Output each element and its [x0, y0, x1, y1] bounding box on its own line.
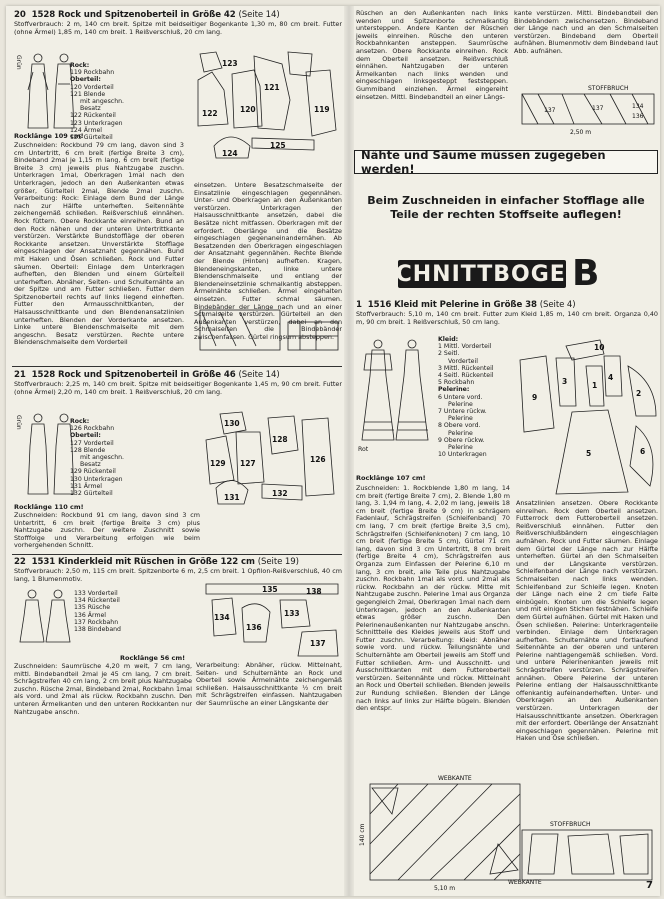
legend-item: 129 Rückenteil	[70, 468, 116, 476]
piece-135: 135	[262, 585, 278, 594]
piece-134: 134	[214, 613, 230, 622]
width-label: 5,10 m	[434, 885, 456, 892]
legend-item: 123 Unterkragen	[70, 119, 123, 127]
section-20-title: 1528 Rock und Spitzenoberteil in Größe 42	[31, 10, 236, 20]
section-21-number: 21	[14, 370, 26, 380]
section-21-text: Zuschneiden: Rockbund 91 cm lang, davon sind 3 cm Untertritt, 6 cm breit (fertige Breite 3 cm) plus Nahtzugabe zuschn. Der weitere Zuschnitt sowie Stofffolge und Verarbeitung erfolgen wie beim vorhergehenden Schnitt.	[14, 511, 200, 550]
section-20-pattern	[194, 50, 344, 180]
svg-text:136: 136	[632, 113, 644, 120]
piece-128: 128	[272, 435, 288, 444]
piece-1: 1	[592, 381, 598, 390]
seam-allowance-box: Nähte und Säume müssen zugegeben werden!	[354, 150, 658, 174]
legend-item: 1 Mittl. Vorderteil	[438, 343, 492, 351]
section-20-page: (Seite 14)	[238, 10, 280, 20]
legend-item: 5 Rockbahn	[438, 379, 475, 387]
legend-item: 136 Ärmel	[74, 611, 106, 619]
section-1-legend	[438, 336, 514, 458]
legend-item: 122 Rückenteil	[70, 112, 116, 120]
section-20-legend	[70, 62, 128, 141]
section-22-text-left: Zuschneiden: Saumrüsche 4,20 m weit, 7 cm lang, mittl. Bindebandteil 2mal je 45 cm lang, 7 cm breit. Schrägstreifen 40 cm lang, 2 cm breit plus Nahtzugabe zuschn. Rüsche 2mal, Bindeband 2mal, Rockbahn 1mal als vord. und 2mal als rückw. Rockbahn zuschn. Den unteren Ärmelkanten und den unteren Rockkanten nur Nahtzugabe anschn.	[14, 662, 192, 716]
piece-130: 130	[224, 419, 240, 428]
section-20-gruen: Grün	[15, 55, 22, 70]
legend-item: Pelerine	[448, 415, 473, 423]
svg-text:137: 137	[544, 107, 556, 114]
section-21-heading	[14, 370, 344, 380]
legend-item: Pelerine	[448, 429, 473, 437]
section-22-pattern	[202, 580, 342, 664]
legend-item: mit angeschn.	[80, 98, 125, 106]
cutting-banner	[354, 194, 658, 222]
section-20-text-left: Zuschneiden: Rockbund 79 cm lang, davon sind 3 cm Untertritt, 6 cm breit (fertige Breite 3 cm), Bindeband 2mal je 1,15 m lang, 6 cm breit (fertige Breite 3 cm) jeweils plus Nahtzugabe zuschn. Unterkragen 1mal, Oberkragen 1mal nach den Unterkragen, jedoch an den Außenkanten etwas größer, Gürtelteil 2mal, Blende 2mal zuschn. Verarbeitung: Rock: Einlage dem Bund der Länge nach zur Hälfte unterheften. Seitennähte zeichengemäß schließen. Reißverschluß einnähen. Rock füttern. Obere Rockkante einreihen. Bund an den Rock nähen und der unteren Untertrittkante verstürzen. Verstärkte Bundstoffläge der oberen Rockkante ansetzen. Unverstärkte Stofflage eingeschlagen der Ansatznaht gegennähen. Bund mit Haken und Ösen schließen. Rock und Futter säumen. Oberteil: Einlage dem Unterkragen aufheften, den Blenden und einem Gürtelteil unterheften. Abnäher, Seiten- und Schulternähte an der Spitze und am Futter schließen. Futter dem Spitzenoberteil rechts auf links liegend einheften. Futter den Armausschnittkanten, der Halsausschnittkante und den Blendenansatzlinien unterheften. Blenden der Vorderkante ansetzen. Linke untere Blendenschmalseite mit dem angeschn. Besatz verstürzen. Rechte untere Blendenschmalseite dem Vorderteil	[14, 141, 184, 347]
legend-item: 132 Gürtelteil	[70, 490, 113, 498]
stoffbruch-label-top: STOFFBRUCH	[588, 85, 629, 92]
page-fold	[344, 6, 354, 896]
legend-item: 133 Vorderteil	[74, 590, 118, 597]
legend-item: 130 Unterkragen	[70, 475, 123, 483]
legend-item: 10 Unterkragen	[438, 451, 487, 459]
height-label: 140 cm	[359, 823, 366, 846]
svg-text:137: 137	[592, 105, 604, 112]
section-22-page: (Seite 19)	[257, 557, 299, 567]
webkante-bottom: WEBKANTE	[508, 879, 542, 886]
piece-123: 123	[222, 59, 238, 68]
piece-124: 124	[222, 149, 238, 158]
legend-item: Vorderteil	[448, 357, 478, 365]
schnittbogen-letter: B	[572, 253, 600, 294]
section-21-legend-126: 126 Rockbahn	[70, 425, 115, 433]
webkante-top: WEBKANTE	[438, 775, 472, 782]
magazine-page	[6, 6, 660, 896]
legend-item: Besatz	[80, 461, 101, 469]
legend-item: 134 Rückenteil	[74, 597, 120, 605]
section-22-rocklaenge: Rocklänge 56 cm!	[120, 654, 186, 662]
piece-120: 120	[240, 105, 256, 114]
piece-119: 119	[314, 105, 330, 114]
legend-item: 137 Rockbahn	[74, 618, 119, 626]
schnittbogen-label: SCHNITTBOGEN	[378, 261, 586, 287]
section-22-layout	[514, 86, 658, 138]
stoffbruch-label: STOFFBRUCH	[550, 821, 591, 828]
legend-item: 135 Rüsche	[74, 604, 111, 612]
piece-125: 125	[270, 141, 286, 150]
section-20-legend-rock-heading: Rock:	[70, 62, 90, 69]
section-1-legend-kleid-heading: Kleid:	[438, 336, 459, 343]
section-20-rocklaenge: Rocklänge 109 cm!	[14, 132, 84, 140]
section-1-title: 1516 Kleid mit Pelerine in Größe 38	[367, 300, 537, 310]
legend-item: 131 Ärmel	[70, 482, 102, 490]
legend-item: 120 Vorderteil	[70, 83, 114, 91]
section-20-number: 20	[14, 10, 26, 20]
section-1-rot: Rot	[358, 446, 369, 453]
section-1-text-right: Ansatzlinien ansetzen. Obere Rockkante einreihen. Rock dem Oberteil ansetzen. Futterrock dem Futteroberteil ansetzen. Reißverschluß einnähen. Futter den Reißverschlußbändern eingeschlagen aufnähen. Rock und Futter säumen. Einlage dem Gürtel der Länge nach zur Hälfte unterheften. Gürtel an den Schmalseiten und der Längskante verstürzen. Schleifenband der Länge nach verstürzen. Schmalseiten nach links wenden. Schleifenband zur Schleife legen. Knoten der Länge nach eine 2 cm tiefe Falte einbügeln. Knoten um die Schleife legen und mit einigen Stichen festnähen. Schleife dem Gürtel aufnähen. Gürtel mit Haken und Ösen schließen. Pelerine: Unterkragenteile verbinden. Einlage dem Unterkragen aufheften. Schulternähte und fortlaufend Seitennähte an der oberen und unteren Pelerine nahtlagengemäß schließen. Vord. und untere Pelerinenkanten jeweils mit Schrägstreifen verstürzen. Schrägstreifen annähen. Obere Pelerine der unteren Pelerine entlang der Halsausschnittkante offenkantig aufeinanderheften. Unter- und Oberkragen an den Außenkanten verstürzen. Unterkragen der Halsausschnittkante ansetzen. Oberkragen mit der erfordert. Oberlänge der Ansatznaht eingeschlagen gegennähen. Pelerine mit Haken und Öse schließen.	[516, 499, 658, 743]
section-22-text-mid: Verarbeitung: Abnäher, rückw. Mittelnaht, Seiten- und Schulternähte an Rock und Oberteil sowie Ärmelnähte zeichengemäß schließen. Halsausschnittkante ½ cm breit mit Schrägstreifen einfassen. Nahtzugaben der Saumrüsche an einer Längskante der	[196, 661, 342, 707]
section-20-layout	[196, 306, 342, 368]
piece-5: 5	[586, 449, 592, 458]
section-21-stoff: Stoffverbrauch: 2,25 m, 140 cm breit. Spitze mit beidseitiger Bogenkante 1,45 m, 90 cm breit. Futter (ohne Ärmel) 2,20 m, 140 cm breit. 1 Reißverschluß, 20 cm lang.	[14, 380, 342, 396]
section-21-legend	[70, 418, 128, 497]
piece-138: 138	[306, 587, 322, 596]
piece-127: 127	[240, 459, 256, 468]
svg-text:134: 134	[632, 103, 644, 110]
section-1-pattern	[516, 336, 660, 500]
section-22-title: 1531 Kinderkleid mit Rüschen in Größe 122 cm	[31, 557, 255, 567]
section-1-layout	[358, 774, 658, 892]
cutting-banner-line2: Teile der rechten Stoffseite auflegen!	[390, 208, 622, 221]
legend-item: Besatz	[80, 105, 101, 113]
section-20-stoff: Stoffverbrauch: 2 m, 140 cm breit. Spitze mit beidseitiger Bogenkante 1,30 m, 80 cm breit. Futter (ohne Ärmel) 1,85 m, 140 cm breit. 1 Reißverschluß, 20 cm lang.	[14, 20, 342, 36]
piece-3: 3	[562, 377, 568, 386]
section-1-figure	[356, 336, 436, 448]
section-1-page: (Seite 4)	[539, 300, 576, 310]
section-1-text-left: Zuschneiden: 1. Rockblende 1,80 m lang, 14 cm breit (fertige Breite 7 cm), 2. Blende 1,80 m lang, 3. 1,94 m lang, 4. 2,02 m lang, jeweils 18 cm breit (fertige Breite 9 cm) in schrägem Fadenlauf, Schrägstreifen (Schleifenband) 70 cm lang, 7 cm breit (fertige Breite 3,5 cm), Schrägstreifen (Schleifenknoten) 7 cm lang, 10 cm breit (fertige Breite 5 cm), Gürtel 71 cm lang, davon sind 3 cm Untertritt, 8 cm breit (fertige Breite 4 cm), Schrägstreifen aus Organza zum Einfassen der Pelerine 6,10 m lang, 3 cm breit, alle Teile plus Nahtzugabe zuschn. Rockbahn 1mal als vord. und 2mal als rückw. Rockbahn an der rückw. Mitte mit Nahtzugabe zuschn. Pelerine 1mal aus Organza gegengleich 2mal, Oberkragen 1mal nach dem Unterkragen, jedoch an den Außenkanten etwas größer zuschn. Den Pelerinenaußenkanten nur Nahtzugabe anschn. Schnittteile des Kleides jeweils aus Stoff und Futter zuschn. Verarbeitung: Kleid: Abnäher sowie vord. und rückw. Teilungsnähte und Schulternähte am Oberteil jeweils am Stoff und Futter schließen. Arm- und Ausschnitt- und Ausschnittkanten mit dem Futteroberteil verstürzen. Seitennähte und rückw. Mittelnaht an Rock und Oberteil schließen. Blenden jeweils zur Rundung schließen. Blenden der Länge nach links auf links zur Hälfte bügeln. Blenden den entspr.	[356, 484, 510, 713]
legend-item: 125 Gürtelteil	[70, 134, 113, 142]
legend-item: 2 Seitl.	[438, 350, 460, 358]
piece-4: 4	[608, 373, 614, 382]
width-label-top: 2,50 m	[570, 129, 592, 136]
legend-item: mit angeschn.	[80, 454, 125, 462]
section-22-number: 22	[14, 557, 26, 567]
legend-item: 3 Mittl. Rückenteil	[438, 364, 494, 372]
piece-121: 121	[264, 83, 280, 92]
legend-item: 8 Obere vord.	[438, 422, 481, 430]
section-20-heading	[14, 10, 344, 20]
legend-item: 128 Blende	[70, 446, 106, 454]
piece-6: 6	[640, 447, 646, 456]
piece-132: 132	[272, 489, 288, 498]
section-22-stoff: Stoffverbrauch: 2,50 m, 115 cm breit. Spitzenborte 6 m, 2,5 cm breit. 1 Opfilon-Reißverschluß, 40 cm lang, 1 Blumenmotiv.	[14, 567, 342, 583]
legend-item: 138 Bindeband	[74, 626, 121, 634]
section-21-page: (Seite 14)	[238, 370, 280, 380]
legend-item: 121 Blende	[70, 90, 106, 98]
section-21-title: 1528 Rock und Spitzenoberteil in Größe 46	[31, 370, 236, 380]
section-1-rocklaenge: Rocklänge 107 cm!	[356, 474, 426, 482]
legend-item: Pelerine	[448, 400, 473, 408]
piece-131: 131	[224, 493, 240, 502]
piece-2: 2	[636, 389, 642, 398]
legend-item: 9 Obere rückw.	[438, 436, 485, 444]
section-20-text-mid: einsetzen. Untere Besatzschmalseite der Einsatzlinie eingeschlagen gegennähen. Unter- und Oberkragen an den Außenkanten verstürzen. Unterkragen der Halsausschnittkante ansetzen, dabei die Besätze nicht mitfassen. Oberkragen mit der erfordert. Oberlänge und die Besätze eingeschlagen gegenaneinandernähen. Ab Besatzenden den Oberkragen eingeschlagen der Ansatznaht gegennähen. Rechte Blende der Blende (Hinten) aufheften. Kragen, Blendeneingskanten, linke untere Blendenschmalseite und entlang der Blendeneinsetzlinie schmalkantig absteppen. Ärmelnähte schließen. Ärmel eingehalten einsetzen. Futter schmal säumen. Bindebänder der Länge nach und an einer Schmalseite verstürzen. Gürtelteil an den Außenkanten verstürzen, dabei an den Schmalseiten die Bindebänder zwischenfassen. Gürtel ringsum absteppen.	[194, 181, 342, 341]
piece-133: 133	[284, 609, 300, 618]
piece-136: 136	[246, 623, 262, 632]
section-21-pattern	[202, 410, 342, 510]
section-1-stoff: Stoffverbrauch: 5,10 m, 140 cm breit. Futter zum Kleid 1,85 m, 140 cm breit. Organza 0,40 m, 90 cm breit. 1 Reißverschluß, 50 cm lang.	[356, 310, 658, 326]
legend-item: 7 Untere rückw.	[438, 408, 487, 416]
piece-122: 122	[202, 109, 218, 118]
section-21-legend-rock-heading: Rock:	[70, 418, 90, 425]
right-top-text-right: kante verstürzen. Mittl. Bindebandteil den Bindebändern zwischensetzen. Bindeband der Länge nach und an den Schmalseiten verstürzen. Bindeband dem Oberteil aufnähen. Blumenmotiv dem Bindeband laut Abb. aufnähen.	[514, 9, 658, 55]
piece-129: 129	[210, 459, 226, 468]
section-1-heading	[356, 300, 660, 310]
piece-9: 9	[532, 393, 538, 402]
legend-item: Pelerine	[448, 444, 473, 452]
legend-item: 127 Vorderteil	[70, 439, 114, 447]
piece-126: 126	[310, 455, 326, 464]
section-1-legend-pel-heading: Pelerine:	[438, 386, 470, 394]
page-number: 7	[646, 880, 653, 891]
piece-10: 10	[594, 343, 605, 352]
section-20-legend-ober-heading: Oberteil:	[70, 76, 101, 84]
right-top-text-left: Rüschen an den Außenkanten nach links wenden und Spitzenborte schmalkantig untersteppen. Andere Kanten der Rüschen jeweils einreihen. Rüsche den unteren Rockbahnkanten ansteppen. Saumrüsche ansetzen. Obere Rockkante einreihen. Rock dem Oberteil ansetzen. Reißverschluß einnähen. Nahtzugaben der unteren Ärmelkanten nach links wenden und eingeschlagen linksgesteppt feststeppen. Gummiband einziehen. Ärmel eingereiht einsetzen. Mittl. Bindebandteil an einer Längs-	[356, 9, 508, 101]
section-1-number: 1	[356, 300, 362, 310]
cutting-banner-line1: Beim Zuschneiden in einfacher Stofflage alle	[367, 194, 645, 207]
section-22-legend	[74, 590, 144, 633]
section-21-gruen: Grün	[15, 415, 22, 430]
legend-item: 6 Untere vord.	[438, 393, 483, 401]
piece-137: 137	[310, 639, 326, 648]
section-20-legend-119: 119 Rockbahn	[70, 69, 115, 77]
section-21-rocklaenge: Rocklänge 110 cm!	[14, 503, 84, 511]
section-22-figure	[14, 586, 74, 656]
section-21-legend-ober-heading: Oberteil:	[70, 432, 101, 440]
section-22-heading	[14, 557, 344, 567]
legend-item: 124 Ärmel	[70, 126, 102, 134]
legend-item: 4 Seitl. Rückenteil	[438, 372, 494, 380]
